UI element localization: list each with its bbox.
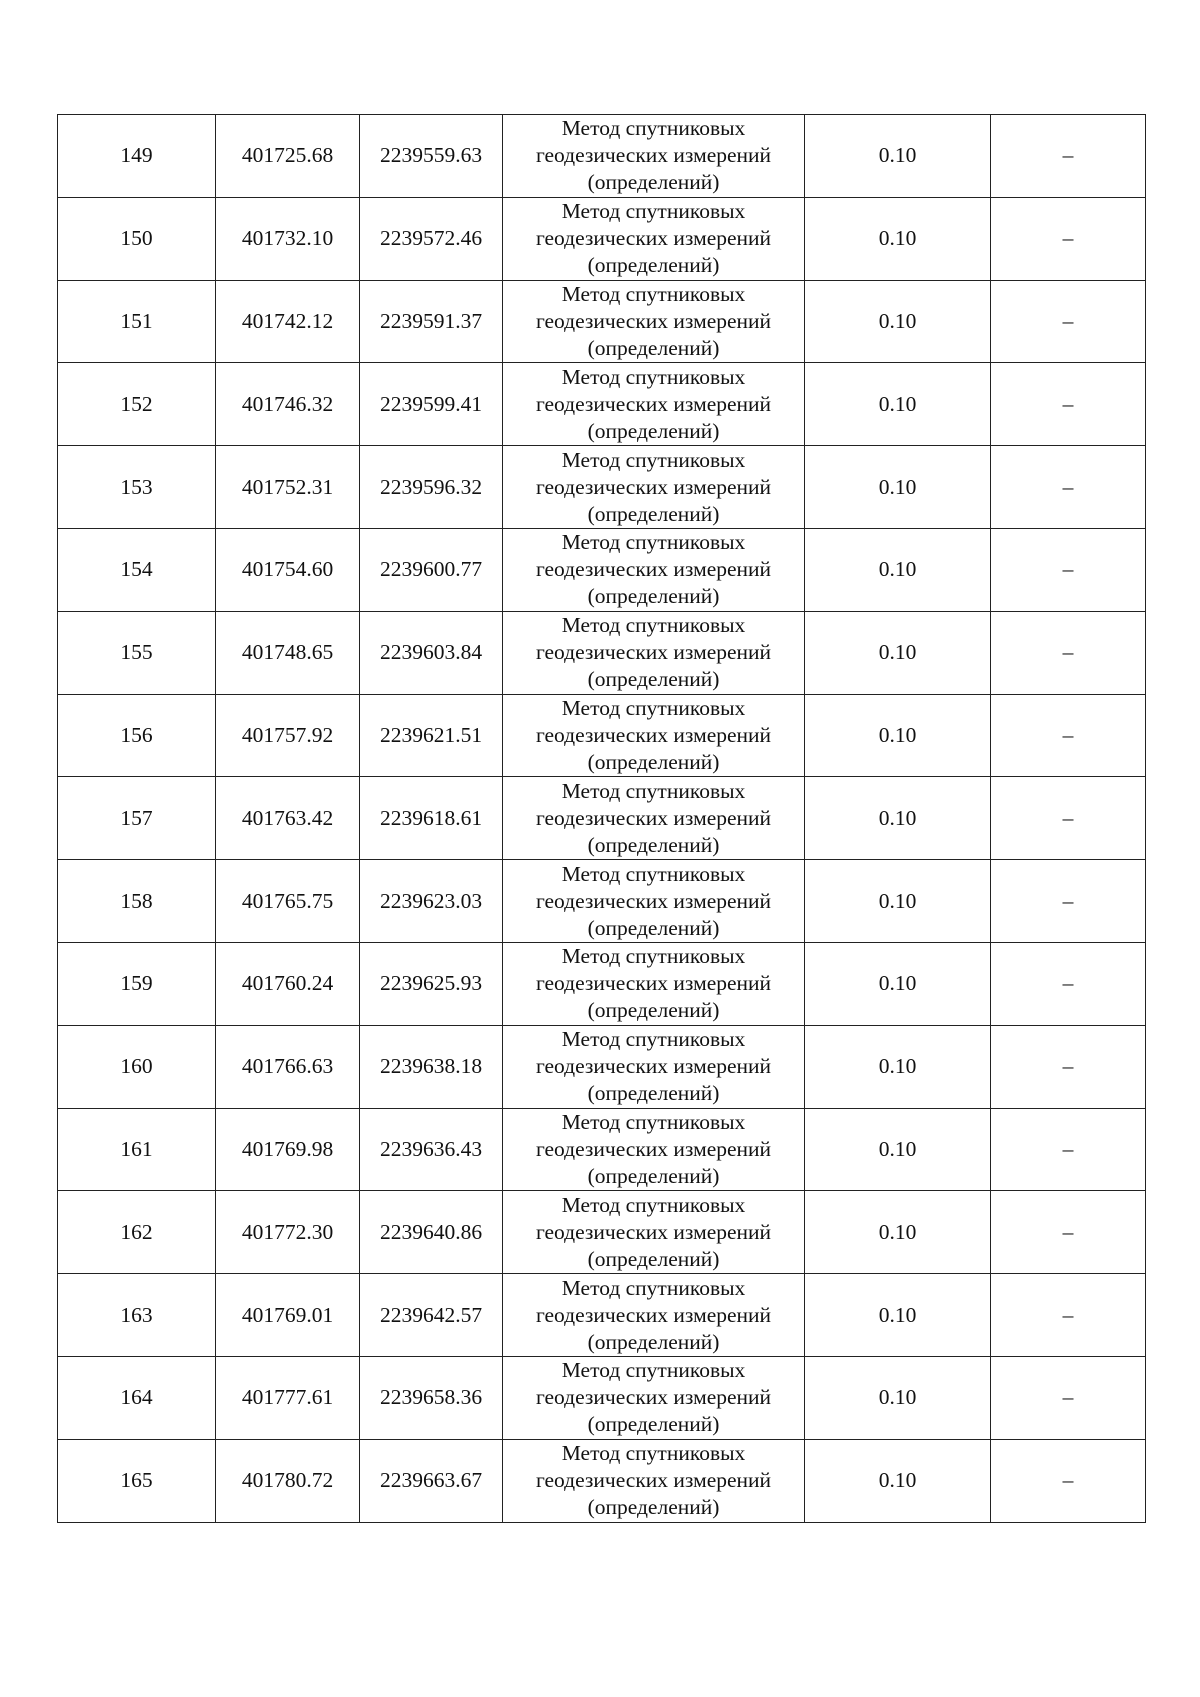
method-cell — [503, 942, 805, 1025]
method-cell — [503, 280, 805, 363]
method-text: Метод спутниковых геодезических измерений (определений) — [535, 613, 772, 692]
method-text: Метод спутниковых геодезических измерений (определений) — [535, 1027, 772, 1106]
table-row — [58, 1439, 1146, 1522]
accuracy-cell: 0.10 — [805, 115, 991, 198]
point-number-cell: 158 — [58, 860, 216, 943]
method-cell — [503, 777, 805, 860]
accuracy-cell: 0.10 — [805, 446, 991, 529]
accuracy-cell: 0.10 — [805, 1274, 991, 1357]
accuracy-cell: 0.10 — [805, 611, 991, 694]
x-coordinate-cell: 401760.24 — [216, 942, 360, 1025]
method-text: Метод спутниковых геодезических измерений (определений) — [535, 1192, 772, 1271]
y-coordinate-cell: 2239599.41 — [360, 363, 503, 446]
x-coordinate-cell: 401757.92 — [216, 694, 360, 777]
point-number-cell: 163 — [58, 1274, 216, 1357]
x-coordinate-cell: 401752.31 — [216, 446, 360, 529]
method-cell — [503, 694, 805, 777]
accuracy-cell: 0.10 — [805, 528, 991, 611]
accuracy-cell: 0.10 — [805, 1108, 991, 1191]
point-number-cell: 159 — [58, 942, 216, 1025]
description-cell: – — [991, 1108, 1146, 1191]
y-coordinate-cell: 2239618.61 — [360, 777, 503, 860]
y-coordinate-cell: 2239621.51 — [360, 694, 503, 777]
description-cell: – — [991, 446, 1146, 529]
method-cell — [503, 446, 805, 529]
x-coordinate-cell: 401732.10 — [216, 197, 360, 280]
description-cell: – — [991, 115, 1146, 198]
accuracy-cell: 0.10 — [805, 860, 991, 943]
x-coordinate-cell: 401725.68 — [216, 115, 360, 198]
method-cell — [503, 115, 805, 198]
point-number-cell: 160 — [58, 1025, 216, 1108]
method-cell — [503, 1356, 805, 1439]
method-text: Метод спутниковых геодезических измерений (определений) — [535, 944, 772, 1023]
y-coordinate-cell: 2239603.84 — [360, 611, 503, 694]
table-row — [58, 363, 1146, 446]
x-coordinate-cell: 401766.63 — [216, 1025, 360, 1108]
table-row — [58, 777, 1146, 860]
description-cell: – — [991, 942, 1146, 1025]
table-row — [58, 528, 1146, 611]
accuracy-cell: 0.10 — [805, 694, 991, 777]
method-text: Метод спутниковых геодезических измерений (определений) — [535, 1358, 772, 1437]
method-text: Метод спутниковых геодезических измерений (определений) — [535, 447, 772, 526]
method-cell — [503, 1108, 805, 1191]
coordinates-table — [57, 114, 1146, 1523]
point-number-cell: 154 — [58, 528, 216, 611]
description-cell: – — [991, 280, 1146, 363]
method-text: Метод спутниковых геодезических измерений (определений) — [535, 530, 772, 609]
table-row — [58, 942, 1146, 1025]
method-cell — [503, 1025, 805, 1108]
table-row — [58, 280, 1146, 363]
description-cell: – — [991, 1439, 1146, 1522]
table-row — [58, 1025, 1146, 1108]
table-row — [58, 611, 1146, 694]
description-cell: – — [991, 363, 1146, 446]
table-row — [58, 197, 1146, 280]
y-coordinate-cell: 2239559.63 — [360, 115, 503, 198]
table-row — [58, 446, 1146, 529]
accuracy-cell: 0.10 — [805, 1191, 991, 1274]
point-number-cell: 155 — [58, 611, 216, 694]
accuracy-cell: 0.10 — [805, 1025, 991, 1108]
x-coordinate-cell: 401769.98 — [216, 1108, 360, 1191]
accuracy-cell: 0.10 — [805, 942, 991, 1025]
accuracy-cell: 0.10 — [805, 1439, 991, 1522]
method-text: Метод спутниковых геодезических измерений (определений) — [535, 281, 772, 360]
x-coordinate-cell: 401772.30 — [216, 1191, 360, 1274]
point-number-cell: 153 — [58, 446, 216, 529]
point-number-cell: 164 — [58, 1356, 216, 1439]
x-coordinate-cell: 401780.72 — [216, 1439, 360, 1522]
point-number-cell: 156 — [58, 694, 216, 777]
y-coordinate-cell: 2239638.18 — [360, 1025, 503, 1108]
y-coordinate-cell: 2239640.86 — [360, 1191, 503, 1274]
y-coordinate-cell: 2239636.43 — [360, 1108, 503, 1191]
method-cell — [503, 363, 805, 446]
method-cell — [503, 528, 805, 611]
y-coordinate-cell: 2239572.46 — [360, 197, 503, 280]
method-cell — [503, 197, 805, 280]
table-row — [58, 1274, 1146, 1357]
accuracy-cell: 0.10 — [805, 1356, 991, 1439]
x-coordinate-cell: 401769.01 — [216, 1274, 360, 1357]
x-coordinate-cell: 401765.75 — [216, 860, 360, 943]
table-row — [58, 1356, 1146, 1439]
method-text: Метод спутниковых геодезических измерений (определений) — [535, 778, 772, 857]
table-row — [58, 1191, 1146, 1274]
table-row — [58, 694, 1146, 777]
description-cell: – — [991, 1025, 1146, 1108]
method-text: Метод спутниковых геодезических измерений (определений) — [535, 199, 772, 278]
method-text: Метод спутниковых геодезических измерений (определений) — [535, 861, 772, 940]
point-number-cell: 150 — [58, 197, 216, 280]
table-row — [58, 860, 1146, 943]
x-coordinate-cell: 401777.61 — [216, 1356, 360, 1439]
accuracy-cell: 0.10 — [805, 363, 991, 446]
description-cell: – — [991, 528, 1146, 611]
y-coordinate-cell: 2239596.32 — [360, 446, 503, 529]
x-coordinate-cell: 401763.42 — [216, 777, 360, 860]
y-coordinate-cell: 2239591.37 — [360, 280, 503, 363]
y-coordinate-cell: 2239642.57 — [360, 1274, 503, 1357]
method-text: Метод спутниковых геодезических измерений (определений) — [535, 695, 772, 774]
point-number-cell: 152 — [58, 363, 216, 446]
description-cell: – — [991, 860, 1146, 943]
table-row — [58, 115, 1146, 198]
method-text: Метод спутниковых геодезических измерений (определений) — [535, 1441, 772, 1520]
method-cell — [503, 1274, 805, 1357]
method-cell — [503, 1191, 805, 1274]
y-coordinate-cell: 2239658.36 — [360, 1356, 503, 1439]
description-cell: – — [991, 1191, 1146, 1274]
accuracy-cell: 0.10 — [805, 197, 991, 280]
method-text: Метод спутниковых геодезических измерений (определений) — [535, 364, 772, 443]
y-coordinate-cell: 2239623.03 — [360, 860, 503, 943]
point-number-cell: 165 — [58, 1439, 216, 1522]
method-text: Метод спутниковых геодезических измерений (определений) — [535, 116, 772, 195]
method-cell — [503, 860, 805, 943]
y-coordinate-cell: 2239600.77 — [360, 528, 503, 611]
description-cell: – — [991, 611, 1146, 694]
table-row — [58, 1108, 1146, 1191]
point-number-cell: 151 — [58, 280, 216, 363]
x-coordinate-cell: 401748.65 — [216, 611, 360, 694]
point-number-cell: 149 — [58, 115, 216, 198]
accuracy-cell: 0.10 — [805, 777, 991, 860]
y-coordinate-cell: 2239663.67 — [360, 1439, 503, 1522]
point-number-cell: 161 — [58, 1108, 216, 1191]
method-text: Метод спутниковых геодезических измерений (определений) — [535, 1109, 772, 1188]
x-coordinate-cell: 401746.32 — [216, 363, 360, 446]
point-number-cell: 157 — [58, 777, 216, 860]
description-cell: – — [991, 1274, 1146, 1357]
method-text: Метод спутниковых геодезических измерений (определений) — [535, 1275, 772, 1354]
method-cell — [503, 611, 805, 694]
method-cell — [503, 1439, 805, 1522]
x-coordinate-cell: 401742.12 — [216, 280, 360, 363]
x-coordinate-cell: 401754.60 — [216, 528, 360, 611]
description-cell: – — [991, 197, 1146, 280]
description-cell: – — [991, 1356, 1146, 1439]
point-number-cell: 162 — [58, 1191, 216, 1274]
description-cell: – — [991, 777, 1146, 860]
y-coordinate-cell: 2239625.93 — [360, 942, 503, 1025]
coordinates-table-body — [58, 115, 1146, 1523]
accuracy-cell: 0.10 — [805, 280, 991, 363]
description-cell: – — [991, 694, 1146, 777]
